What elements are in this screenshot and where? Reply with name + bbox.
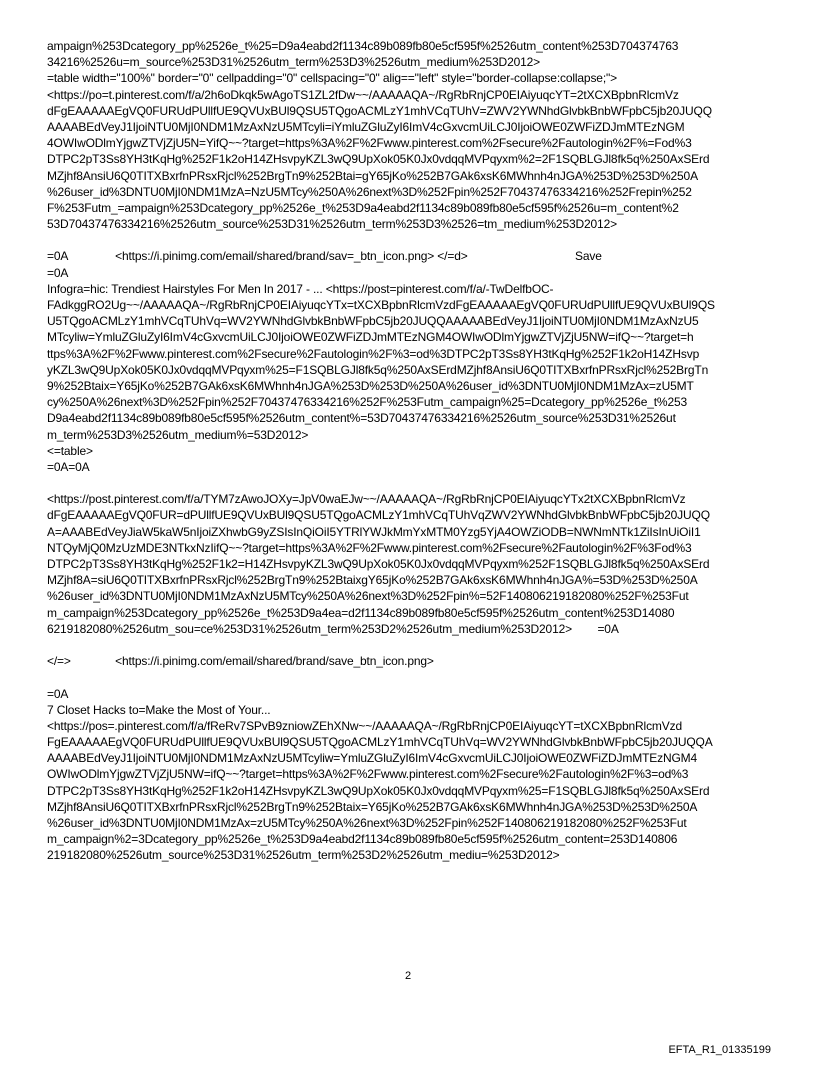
url-block-2 bbox=[47, 491, 771, 637]
text-line: F%253Futm_=ampaign%253Dcategory_pp%2526e_t%253D9a4eabd2f1134c89b089fb80e5cf595f%2526u=m_content%2 bbox=[47, 200, 679, 215]
text-line: MZjhf8A=siU6Q0TITXBxrfnPRsxRjcl%252BrgTn9%252BtaixgY65jKo%252B7GAk6xsK6MWhnh4nJGA%=53D%253D%250A bbox=[47, 573, 698, 588]
text-line: Infogra=hic: Trendiest Hairstyles For Men In 2017 - ... <https://post=pinterest.com/f/a/-TwDelfbOC- bbox=[47, 281, 554, 296]
text-line: <https://po=t.pinterest.com/f/a/2h6oDkqk5wAgoTS1ZL2fDw~~/AAAAAQA~/RgRbRnjCP0EIAiyuqcYT=2tXCXBpbnRlcmVz bbox=[47, 87, 679, 102]
text-line: =0A bbox=[47, 265, 69, 280]
text-line: %26user_id%3DNTU0MjI0NDM1MzAx=zU5MTcy%250A%26next%3D%252Fpin%252F140806219182080%252F%253Fut bbox=[47, 816, 687, 830]
text-line: A=AAABEdVeyJiaW5kaW5nIjoiZXhwbG9yZSIsInQiOiI5YTRlYWJkMmYxMTM0Yzg5YjA4OWZiODB=NWNmNTk1ZiIsInUiOiI1 bbox=[47, 524, 701, 539]
save-button-label[interactable]: Save bbox=[575, 249, 602, 264]
text-line: MTcyliw=YmluZGluZyI6ImV4cGxvcmUiLCJ0IjoiOWE0ZWFiZDJmMTEzNGM4OWIwODlmYjgwZTVjZjU5NW=ifQ~~?target=h bbox=[47, 330, 694, 345]
text-line: AAAABEdVeyJ1IjoiNTU0MjI0NDM1MzAxNzU5MTcyliw=YmluZGluZyI6ImV4cGxvcmUiLCJ0IjoiOWE0ZWFiZDJmMTEzNGM4 bbox=[47, 751, 698, 766]
text-line: m_campaign%2=3Dcategory_pp%2526e_t%253D9a4eabd2f1134c89b089fb80e5cf595f%2526utm_content=253D140806 bbox=[47, 832, 678, 847]
text-line: yKZL3wQ9UpXok05K0Jx0vdqqMVPqyxm%25=F1SQBLGJl8fk5q%250AxSErdMZjhf8AnsiU6Q0TITXBxrfnPRsxRjcl%252BrgTn bbox=[47, 362, 709, 377]
text-line: 4OWIwODlmYjgwZTVjZjU5N=YifQ~~?target=https%3A%2F%2Fwww.pinterest.com%2Fsecure%2Fautologin%2F%=Fod%3 bbox=[47, 136, 692, 151]
text-line: AAAABEdVeyJ1IjoiNTU0MjI0NDM1MzAxNzU5MTcyli=iYmluZGluZyI6ImV4cGxvcmUiLCJ0IjoiOWE0ZWFiZDJmMTEzNGM bbox=[47, 119, 685, 134]
blank-line bbox=[47, 475, 771, 491]
blank-line bbox=[47, 669, 771, 685]
text-line: =0A bbox=[47, 249, 69, 264]
text-line: 6219182080%2526utm_sou=ce%253D31%2526utm_term%253D2%2526utm_medium%253D2012> =0A bbox=[47, 621, 619, 636]
text-line: 219182080%2526utm_source%253D31%2526utm_term%253D2%2526utm_mediu=%253D2012> bbox=[47, 848, 560, 863]
page-number: 2 bbox=[404, 970, 412, 982]
text-line: ttps%3A%2F%2Fwww.pinterest.com%2Fsecure%2Fautologin%2F%3=od%3DTPC2pT3Ss8YH3tKqHg%252F1k2oH14ZHsvp bbox=[47, 346, 700, 361]
text-line: MZjhf8AnsiU6Q0TITXBxrfnPRsxRjcl%252BrgTn9%252Btai=gY65jKo%252B7GAk6xsK6MWhnh4nJGA%253D%253D%250A bbox=[47, 168, 698, 183]
save-button-image-row-2 bbox=[47, 637, 771, 669]
save-button-image-url[interactable]: <https://i.pinimg.com/email/shared/brand/sav=_btn_icon.png> </=d> bbox=[115, 249, 468, 264]
text-line: 9%252Btaix=Y65jKo%252B7GAk6xsK6MWhnh4nJGA%253D%253D%250A%26user_id%3DNTU0MjI0NDM1MzAx=zU5MT bbox=[47, 378, 694, 393]
text-line: 53D70437476334216%2526utm_source%253D31%2526utm_term%253D3%2526=tm_medium%253D2012> bbox=[47, 217, 617, 232]
text-line: dFgEAAAAAEgVQ0FUR=dPUllfUE9QVUxBUl9QSU5TQgoACMLzY1mhVCqTUhVqZWV2YWNhdGlvbkBnbWFpbC5jb20JUQQ bbox=[47, 508, 710, 523]
text-line: DTPC2pT3Ss8YH3tKqHg%252F1k2=H14ZHsvpyKZL3wQ9UpXok05K0Jx0vdqqMVPqyxm%252F1SQBLGJl8fk5q%250AxSErd bbox=[47, 557, 710, 571]
text-line: <https://post.pinterest.com/f/a/TYM7zAwoJOXy=JpV0waEJw~~/AAAAAQA~/RgRbRnjCP0EIAiyuqcYTx2tXCXBpbnRlcmVz bbox=[47, 492, 686, 507]
text-line: NTQyMjQ0MzUzMDE3NTkxNzIifQ~~?target=https%3A%2F%2Fwww.pinterest.com%2Fsecure%2Fautologin%2F%3Fod%3 bbox=[47, 540, 692, 555]
text-line: DTPC2pT3Ss8YH3tKqHg%252F1k2oH14ZHsvpyKZL3wQ9UpXok05K0Jx0vdqqMVPqyxm%25=F1SQBLGJl8fk5q%250AxSErd bbox=[47, 783, 710, 798]
text-line: m_campaign%253Dcategory_pp%2526e_t%253D9a4ea=d2f1134c89b089fb80e5cf595f%2526utm_content%253D14080 bbox=[47, 605, 675, 620]
text-line: MZjhf8AnsiU6Q0TITXBxrfnPRsxRjcl%252BrgTn9%252Btaix=Y65jKo%252B7GAk6xsK6MWhnh4nJGA%253D%253D%250A bbox=[47, 799, 698, 814]
document-id: EFTA_R1_01335199 bbox=[668, 1044, 771, 1056]
url-block-closet-hacks bbox=[47, 686, 771, 864]
text-line: m_term%253D3%2526utm_medium%=53D2012> bbox=[47, 427, 309, 442]
email-source-text bbox=[47, 38, 771, 864]
text-line: dFgEAAAAAEgVQ0FURUdPUllfUE9QVUxBUl9QSU5TQgoACMLzY1mhVCqTUhV=ZWV2YWNhdGlvbkBnbWFpbC5jb20JUQQ bbox=[47, 103, 712, 118]
text-line: FAdkggRO2Ug~~/AAAAAQA~/RgRbRnjCP0EIAiyuqcYTx=tXCXBpbnRlcmVzdFgEAAAAAEgVQ0FURUdPUllfUE9QVUxBUl9QS bbox=[47, 298, 715, 312]
text-line: ampaign%253Dcategory_pp%2526e_t%25=D9a4eabd2f1134c89b089fb80e5cf595f%2526utm_content%253D704374763 bbox=[47, 39, 679, 53]
text-line: =0A=0A bbox=[47, 459, 90, 474]
text-line: cy%250A%26next%3D%252Fpin%252F70437476334216%252F%253Futm_campaign%25=Dcategory_pp%2526e_t%253 bbox=[47, 395, 688, 410]
text-line: =table width="100%" border="0" cellpadding="0" cellspacing="0" alig=="left" style="border-collapse:collapse;"> bbox=[47, 71, 617, 86]
text-line: D9a4eabd2f1134c89b089fb80e5cf595f%2526utm_content%=53D70437476334216%2526utm_source%253D31%2526ut bbox=[47, 411, 676, 426]
text-line: <https://pos=.pinterest.com/f/a/fReRv7SPvB9zniowZEhXNw~~/AAAAAQA~/RgRbRnjCP0EIAiyuqcYT=tXCXBpbnRlcmVzd bbox=[47, 718, 682, 733]
text-line: <=table> bbox=[47, 443, 93, 458]
text-line: </=> bbox=[47, 654, 71, 669]
text-line: %26user_id%3DNTU0MjI0NDM1MzAxNzU5MTcy%250A%26next%3D%252Fpin%=52F140806219182080%252F%253Fut bbox=[47, 589, 689, 604]
save-button-image-url-2[interactable]: <https://i.pinimg.com/email/shared/brand/save_btn_icon.png> bbox=[115, 654, 434, 669]
text-line: 34216%2526u=m_source%253D31%2526utm_term%253D3%2526utm_medium%253D2012> bbox=[47, 55, 541, 70]
text-line: FgEAAAAAEgVQ0FURUdPUllfUE9QVUxBUl9QSU5TQgoACMLzY1mhVCqTUhVq=WV2YWNhdGlvbkBnbWFpbC5jb20JUQQA bbox=[47, 735, 713, 750]
text-line: U5TQgoACMLzY1mhVCqTUhVq=WV2YWNhdGlvbkBnbWFpbC5jb20JUQQAAAAABEdVeyJ1IjoiNTU0MjI0NDM1MzAxNzU5 bbox=[47, 314, 699, 329]
url-block-1 bbox=[47, 38, 771, 232]
text-line: 7 Closet Hacks to=Make the Most of Your... bbox=[47, 702, 271, 717]
url-block-infographic bbox=[47, 281, 771, 475]
text-line: DTPC2pT3Ss8YH3tKqHg%252F1k2oH14ZHsvpyKZL3wQ9UpXok05K0Jx0vdqqMVPqyxm%2=2F1SQBLGJl8fk5q%250AxSErd bbox=[47, 152, 710, 167]
text-line: =0A bbox=[47, 686, 69, 701]
text-line: OWIwODlmYjgwZTVjZjU5NW=ifQ~~?target=https%3A%2F%2Fwww.pinterest.com%2Fsecure%2Fautologin%2F%3=od%3 bbox=[47, 767, 689, 782]
text-line: %26user_id%3DNTU0MjI0NDM1MzA=NzU5MTcy%250A%26next%3D%252Fpin%252F70437476334216%252Frepin%252 bbox=[47, 184, 692, 199]
